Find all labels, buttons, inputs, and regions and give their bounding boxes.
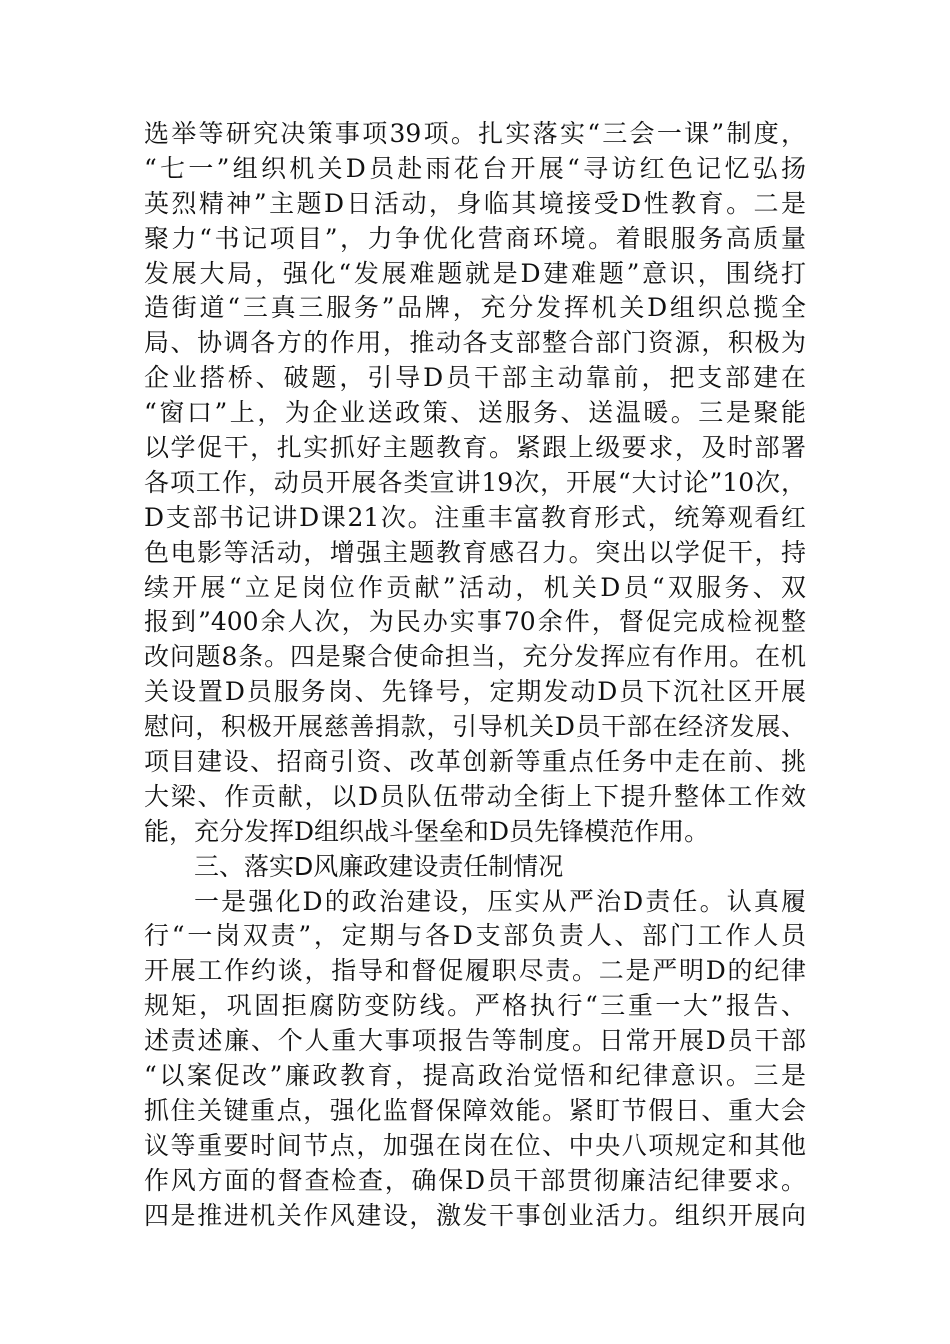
text-line: 报到”400余人次，为民办实事70余件，督促完成检视整 bbox=[144, 607, 806, 637]
text-line: 各项工作，动员开展各类宣讲19次，开展“大讨论”10次， bbox=[144, 467, 806, 497]
text-line: 四是推进机关作风建设，激发干事创业活力。组织开展向 bbox=[144, 1200, 806, 1230]
text-line: 一是强化D的政治建设，压实从严治D责任。认真履 bbox=[194, 886, 806, 916]
document-body bbox=[144, 117, 806, 1234]
text-line: 企业搭桥、破题，引导D员干部主动靠前，把支部建在 bbox=[144, 363, 806, 393]
text-line: 续开展“立足岗位作贡献”活动，机关D员“双服务、双 bbox=[144, 572, 806, 602]
text-line: 关设置D员服务岗、先锋号，定期发动D员下沉社区开展 bbox=[144, 677, 806, 707]
section-heading: 三、落实D风廉政建设责任制情况 bbox=[194, 851, 564, 881]
text-line: 英烈精神”主题D日活动，身临其境接受D性教育。二是 bbox=[144, 188, 806, 218]
text-line: 选举等研究决策事项39项。扎实落实“三会一课”制度， bbox=[144, 119, 807, 148]
text-line: 改问题8条。四是聚合使命担当，充分发挥应有作用。在机 bbox=[144, 642, 806, 672]
text-line: “窗口”上，为企业送政策、送服务、送温暖。三是聚能 bbox=[144, 398, 806, 428]
text-line: D支部书记讲D课21次。注重丰富教育形式，统筹观看红 bbox=[144, 502, 806, 532]
text-line: “七一”组织机关D员赴雨花台开展“寻访红色记忆弘扬 bbox=[144, 153, 806, 183]
text-line: 聚力“书记项目”，力争优化营商环境。着眼服务高质量 bbox=[144, 223, 806, 253]
text-line: 发展大局，强化“发展难题就是D建难题”意识，围绕打 bbox=[144, 258, 806, 288]
text-line: 以学促干，扎实抓好主题教育。紧跟上级要求，及时部署 bbox=[144, 433, 806, 463]
text-line: 抓住关键重点，强化监督保障效能。紧盯节假日、重大会 bbox=[144, 1095, 806, 1125]
text-line: 大梁、作贡献，以D员队伍带动全街上下提升整体工作效 bbox=[144, 781, 806, 811]
paragraph-2 bbox=[144, 885, 806, 1234]
text-line: 色电影等活动，增强主题教育感召力。突出以学促干，持 bbox=[144, 537, 806, 567]
text-line: 造街道“三真三服务”品牌，充分发挥机关D组织总揽全 bbox=[144, 293, 806, 323]
text-line: 能，充分发挥D组织战斗堡垒和D员先锋模范作用。 bbox=[144, 816, 710, 846]
text-line: 局、协调各方的作用，推动各支部整合部门资源，积极为 bbox=[144, 328, 806, 358]
text-line: 规矩，巩固拒腐防变防线。严格执行“三重一大”报告、 bbox=[144, 991, 806, 1021]
text-line: 作风方面的督查检查，确保D员干部贯彻廉洁纪律要求。 bbox=[144, 1165, 806, 1195]
text-line: 述责述廉、个人重大事项报告等制度。日常开展D员干部 bbox=[144, 1026, 806, 1056]
text-line: 行“一岗双责”，定期与各D支部负责人、部门工作人员 bbox=[144, 921, 806, 951]
text-line: 慰问，积极开展慈善捐款，引导机关D员干部在经济发展、 bbox=[144, 712, 806, 742]
text-line: 开展工作约谈，指导和督促履职尽责。二是严明D的纪律 bbox=[144, 956, 806, 986]
paragraph-1 bbox=[144, 117, 806, 850]
text-line: 议等重要时间节点，加强在岗在位、中央八项规定和其他 bbox=[144, 1130, 806, 1160]
text-line: “以案促改”廉政教育，提高政治觉悟和纪律意识。三是 bbox=[144, 1061, 806, 1091]
text-line: 项目建设、招商引资、改革创新等重点任务中走在前、挑 bbox=[144, 747, 806, 777]
